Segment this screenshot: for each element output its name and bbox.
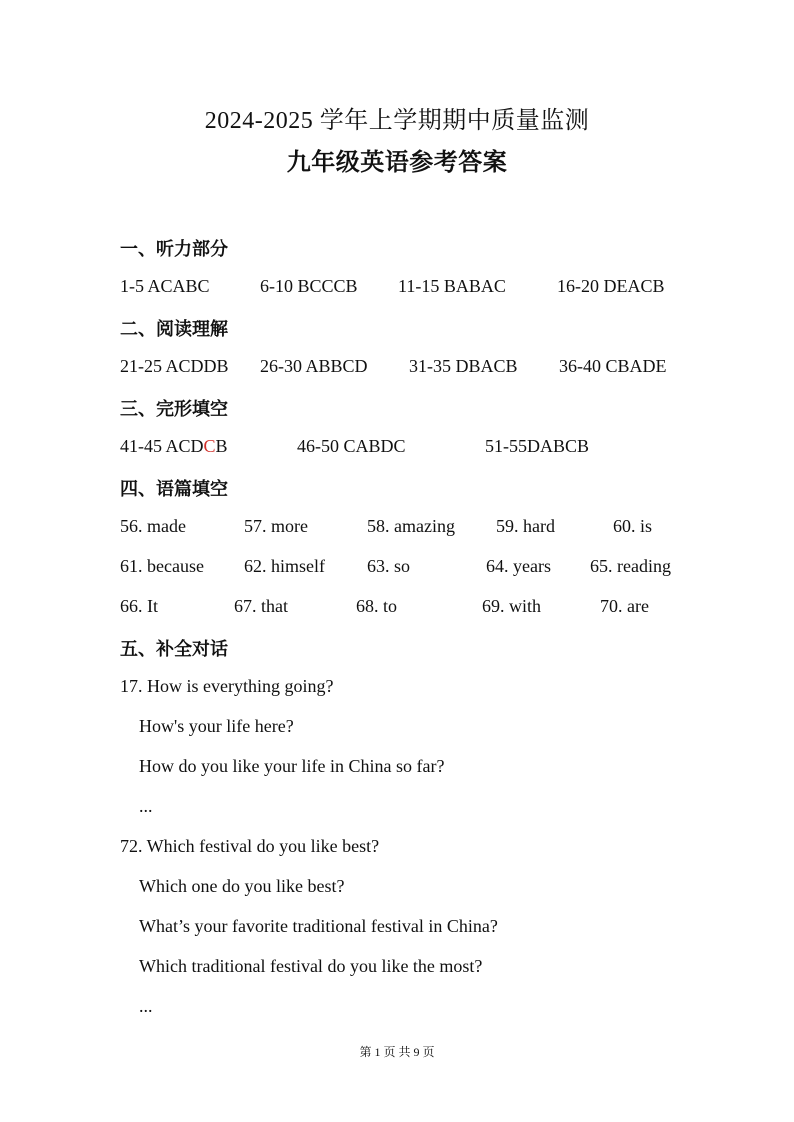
document-title-line2: 九年级英语参考答案 bbox=[286, 150, 508, 176]
answer-item: 62. himself bbox=[244, 556, 325, 576]
answer-item: 36-40 CBADE bbox=[559, 356, 667, 376]
answer-item: 66. It bbox=[120, 596, 158, 616]
answer-row-61-65 bbox=[0, 556, 794, 580]
dialogue-ellipsis: ... bbox=[139, 796, 153, 816]
answer-item: 11-15 BABAC bbox=[398, 276, 506, 296]
answer-row-cloze bbox=[0, 436, 794, 460]
answer-item: 70. are bbox=[600, 596, 649, 616]
answer-item: 57. more bbox=[244, 516, 308, 536]
section-heading-listening: 一、听力部分 bbox=[120, 239, 228, 260]
answer-row-listening bbox=[0, 276, 794, 300]
answer-item: 65. reading bbox=[590, 556, 671, 576]
document-title-line1: 2024-2025 学年上学期期中质量监测 bbox=[204, 108, 590, 134]
section-heading-reading: 二、阅读理解 bbox=[120, 319, 228, 340]
section-heading-passage-fill: 四、语篇填空 bbox=[120, 479, 228, 500]
dialogue-alt-answer: Which one do you like best? bbox=[139, 876, 345, 896]
answer-item: 46-50 CABDC bbox=[297, 436, 406, 456]
corrected-letter: C bbox=[203, 436, 216, 456]
dialogue-alt-answer: Which traditional festival do you like the most? bbox=[139, 956, 483, 976]
answer-item: 59. hard bbox=[496, 516, 555, 536]
answer-row-56-60 bbox=[0, 516, 794, 540]
answer-item: 63. so bbox=[367, 556, 411, 576]
answer-row-reading bbox=[0, 356, 794, 380]
page-footer: 第 1 页 共 9 页 bbox=[359, 1045, 435, 1059]
answer-item: 67. that bbox=[234, 596, 288, 616]
answer-item: 69. with bbox=[482, 596, 542, 616]
answer-item-41-45 bbox=[120, 436, 228, 457]
answer-item: 51-55DABCB bbox=[485, 436, 590, 456]
answer-item: 6-10 BCCCB bbox=[260, 276, 358, 296]
dialogue-alt-answer: How's your life here? bbox=[139, 716, 294, 736]
answer-item: 60. is bbox=[613, 516, 653, 536]
answer-text: B bbox=[215, 436, 228, 456]
section-heading-dialogue: 五、补全对话 bbox=[120, 639, 228, 660]
answer-row-66-70 bbox=[0, 596, 794, 620]
answer-item: 21-25 ACDDB bbox=[120, 356, 229, 376]
answer-item: 31-35 DBACB bbox=[409, 356, 518, 376]
dialogue-question-72: 72. Which festival do you like best? bbox=[120, 836, 380, 856]
dialogue-question-71: 17. How is everything going? bbox=[120, 676, 334, 696]
answer-item: 1-5 ACABC bbox=[120, 276, 210, 296]
dialogue-ellipsis: ... bbox=[139, 996, 153, 1016]
answer-item: 64. years bbox=[486, 556, 551, 576]
answer-item: 68. to bbox=[356, 596, 398, 616]
dialogue-alt-answer: What’s your favorite traditional festival in China? bbox=[139, 916, 498, 936]
answer-item: 58. amazing bbox=[367, 516, 455, 536]
section-heading-cloze: 三、完形填空 bbox=[120, 399, 228, 420]
answer-item: 16-20 DEACB bbox=[557, 276, 665, 296]
dialogue-alt-answer: How do you like your life in China so far? bbox=[139, 756, 445, 776]
answer-item: 61. because bbox=[120, 556, 204, 576]
answer-text: 41-45 ACD bbox=[120, 436, 204, 456]
answer-item: 26-30 ABBCD bbox=[260, 356, 368, 376]
answer-item: 56. made bbox=[120, 516, 186, 536]
